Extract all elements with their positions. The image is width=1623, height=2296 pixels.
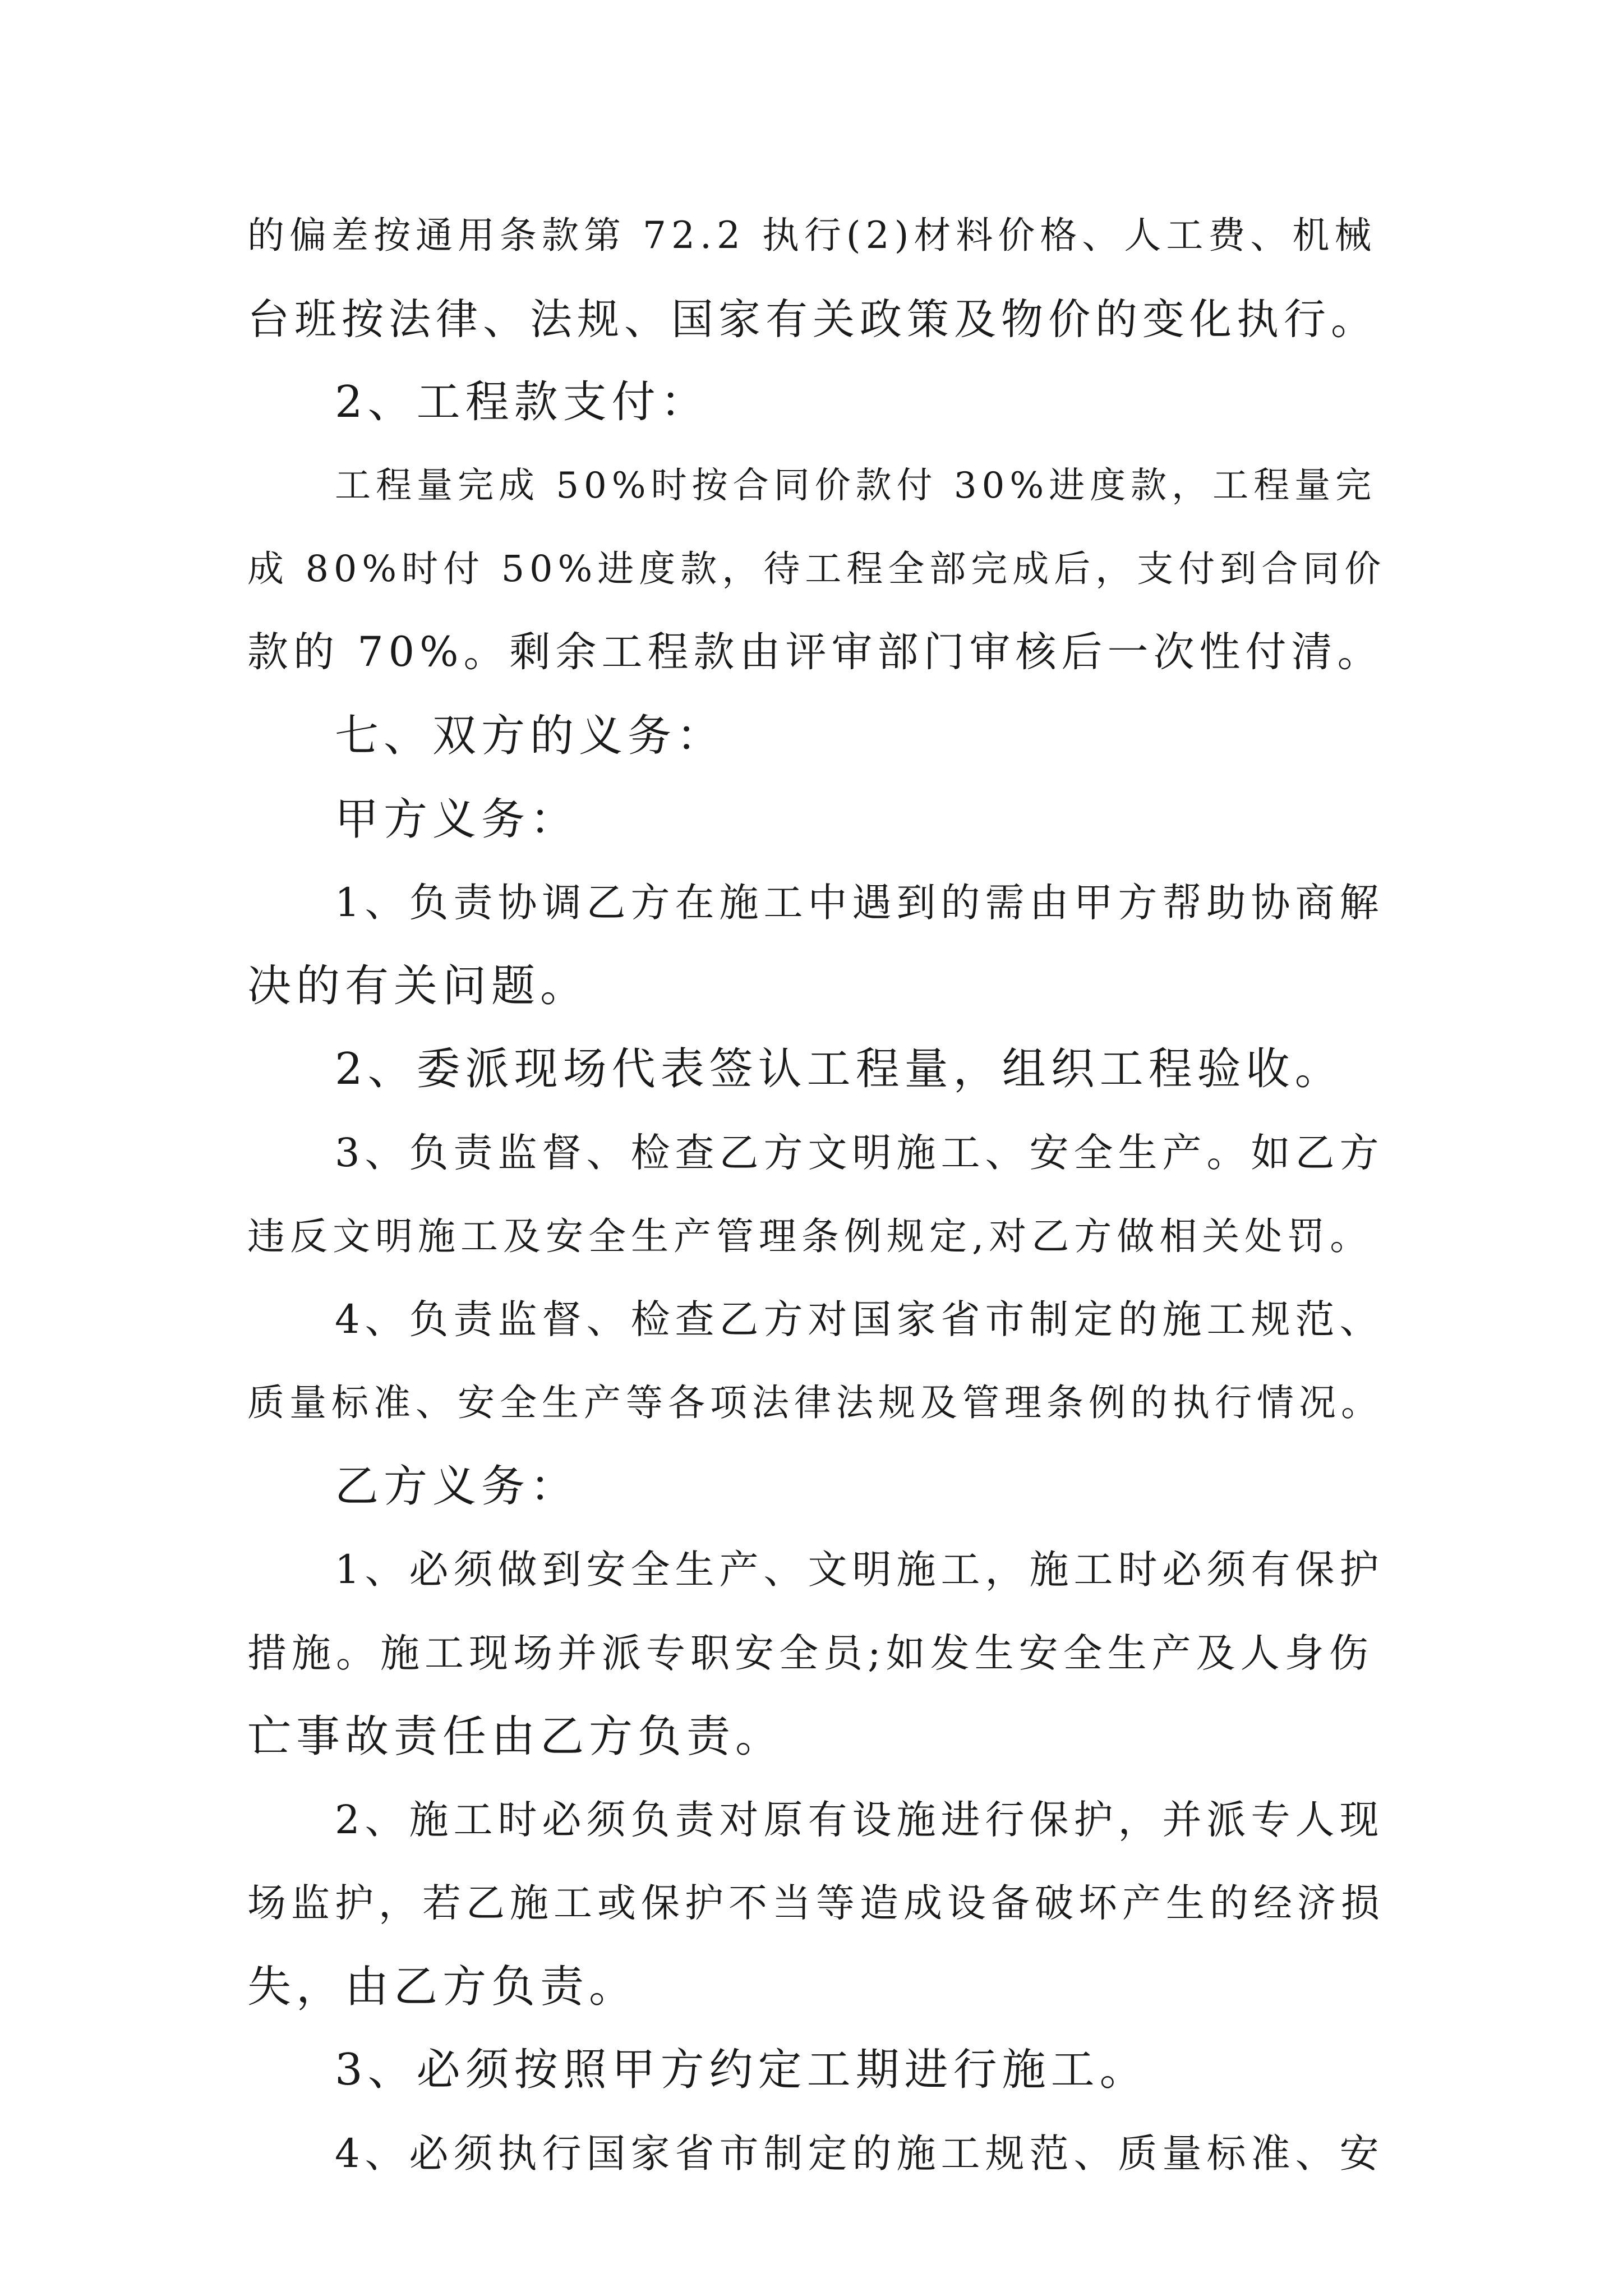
text-line: 1、必须做到安全生产、文明施工，施工时必须有保护 [335, 1547, 1384, 1593]
text-line: 1、负责协调乙方在施工中遇到的需由甲方帮助协商解 [335, 880, 1384, 926]
section-heading: 甲方义务： [335, 794, 579, 845]
text-line: 失，由乙方负责。 [247, 1962, 638, 2012]
text-line: 质量标准、安全生产等各项法律法规及管理条例的执行情况。 [247, 1381, 1383, 1424]
text-line: 款的 70%。剩余工程款由评审部门审核后一次性付清。 [247, 628, 1384, 676]
text-line: 的偏差按通用条款第 72.2 执行(2)材料价格、人工费、机械 [247, 214, 1377, 257]
text-line: 工程量完成 50%时按合同价款付 30%进度款，工程量完 [335, 465, 1377, 507]
text-line: 2、施工时必须负责对原有设施进行保护，并派专人现 [335, 1797, 1384, 1843]
text-line: 3、负责监督、检查乙方文明施工、安全生产。如乙方 [335, 1130, 1384, 1176]
text-line: 场监护，若乙施工或保护不当等造成设备破坏产生的经济损 [247, 1881, 1385, 1926]
text-line: 2、委派现场代表签认工程量，组织工程验收。 [335, 1044, 1344, 1094]
text-line: 违反文明施工及安全生产管理条例规定,对乙方做相关处罚。 [247, 1214, 1373, 1258]
section-heading: 乙方义务： [335, 1461, 579, 1512]
section-heading: 2、工程款支付： [335, 377, 709, 427]
text-line: 3、必须按照甲方约定工期进行施工。 [335, 2045, 1149, 2095]
section-heading: 七、双方的义务： [335, 711, 726, 761]
text-line: 4、负责监督、检查乙方对国家省市制定的施工规范、 [335, 1296, 1384, 1342]
text-line: 措施。施工现场并派专职安全员;如发生安全生产及人身伤 [247, 1630, 1373, 1676]
text-line: 4、必须执行国家省市制定的施工规范、质量标准、安 [335, 2131, 1384, 2177]
text-line: 亡事故责任由乙方负责。 [247, 1711, 785, 1762]
text-line: 决的有关问题。 [247, 961, 589, 1011]
text-line: 台班按法律、法规、国家有关政策及物价的变化执行。 [247, 295, 1378, 344]
text-line: 成 80%时付 50%进度款，待工程全部完成后，支付到合同价 [247, 548, 1386, 590]
